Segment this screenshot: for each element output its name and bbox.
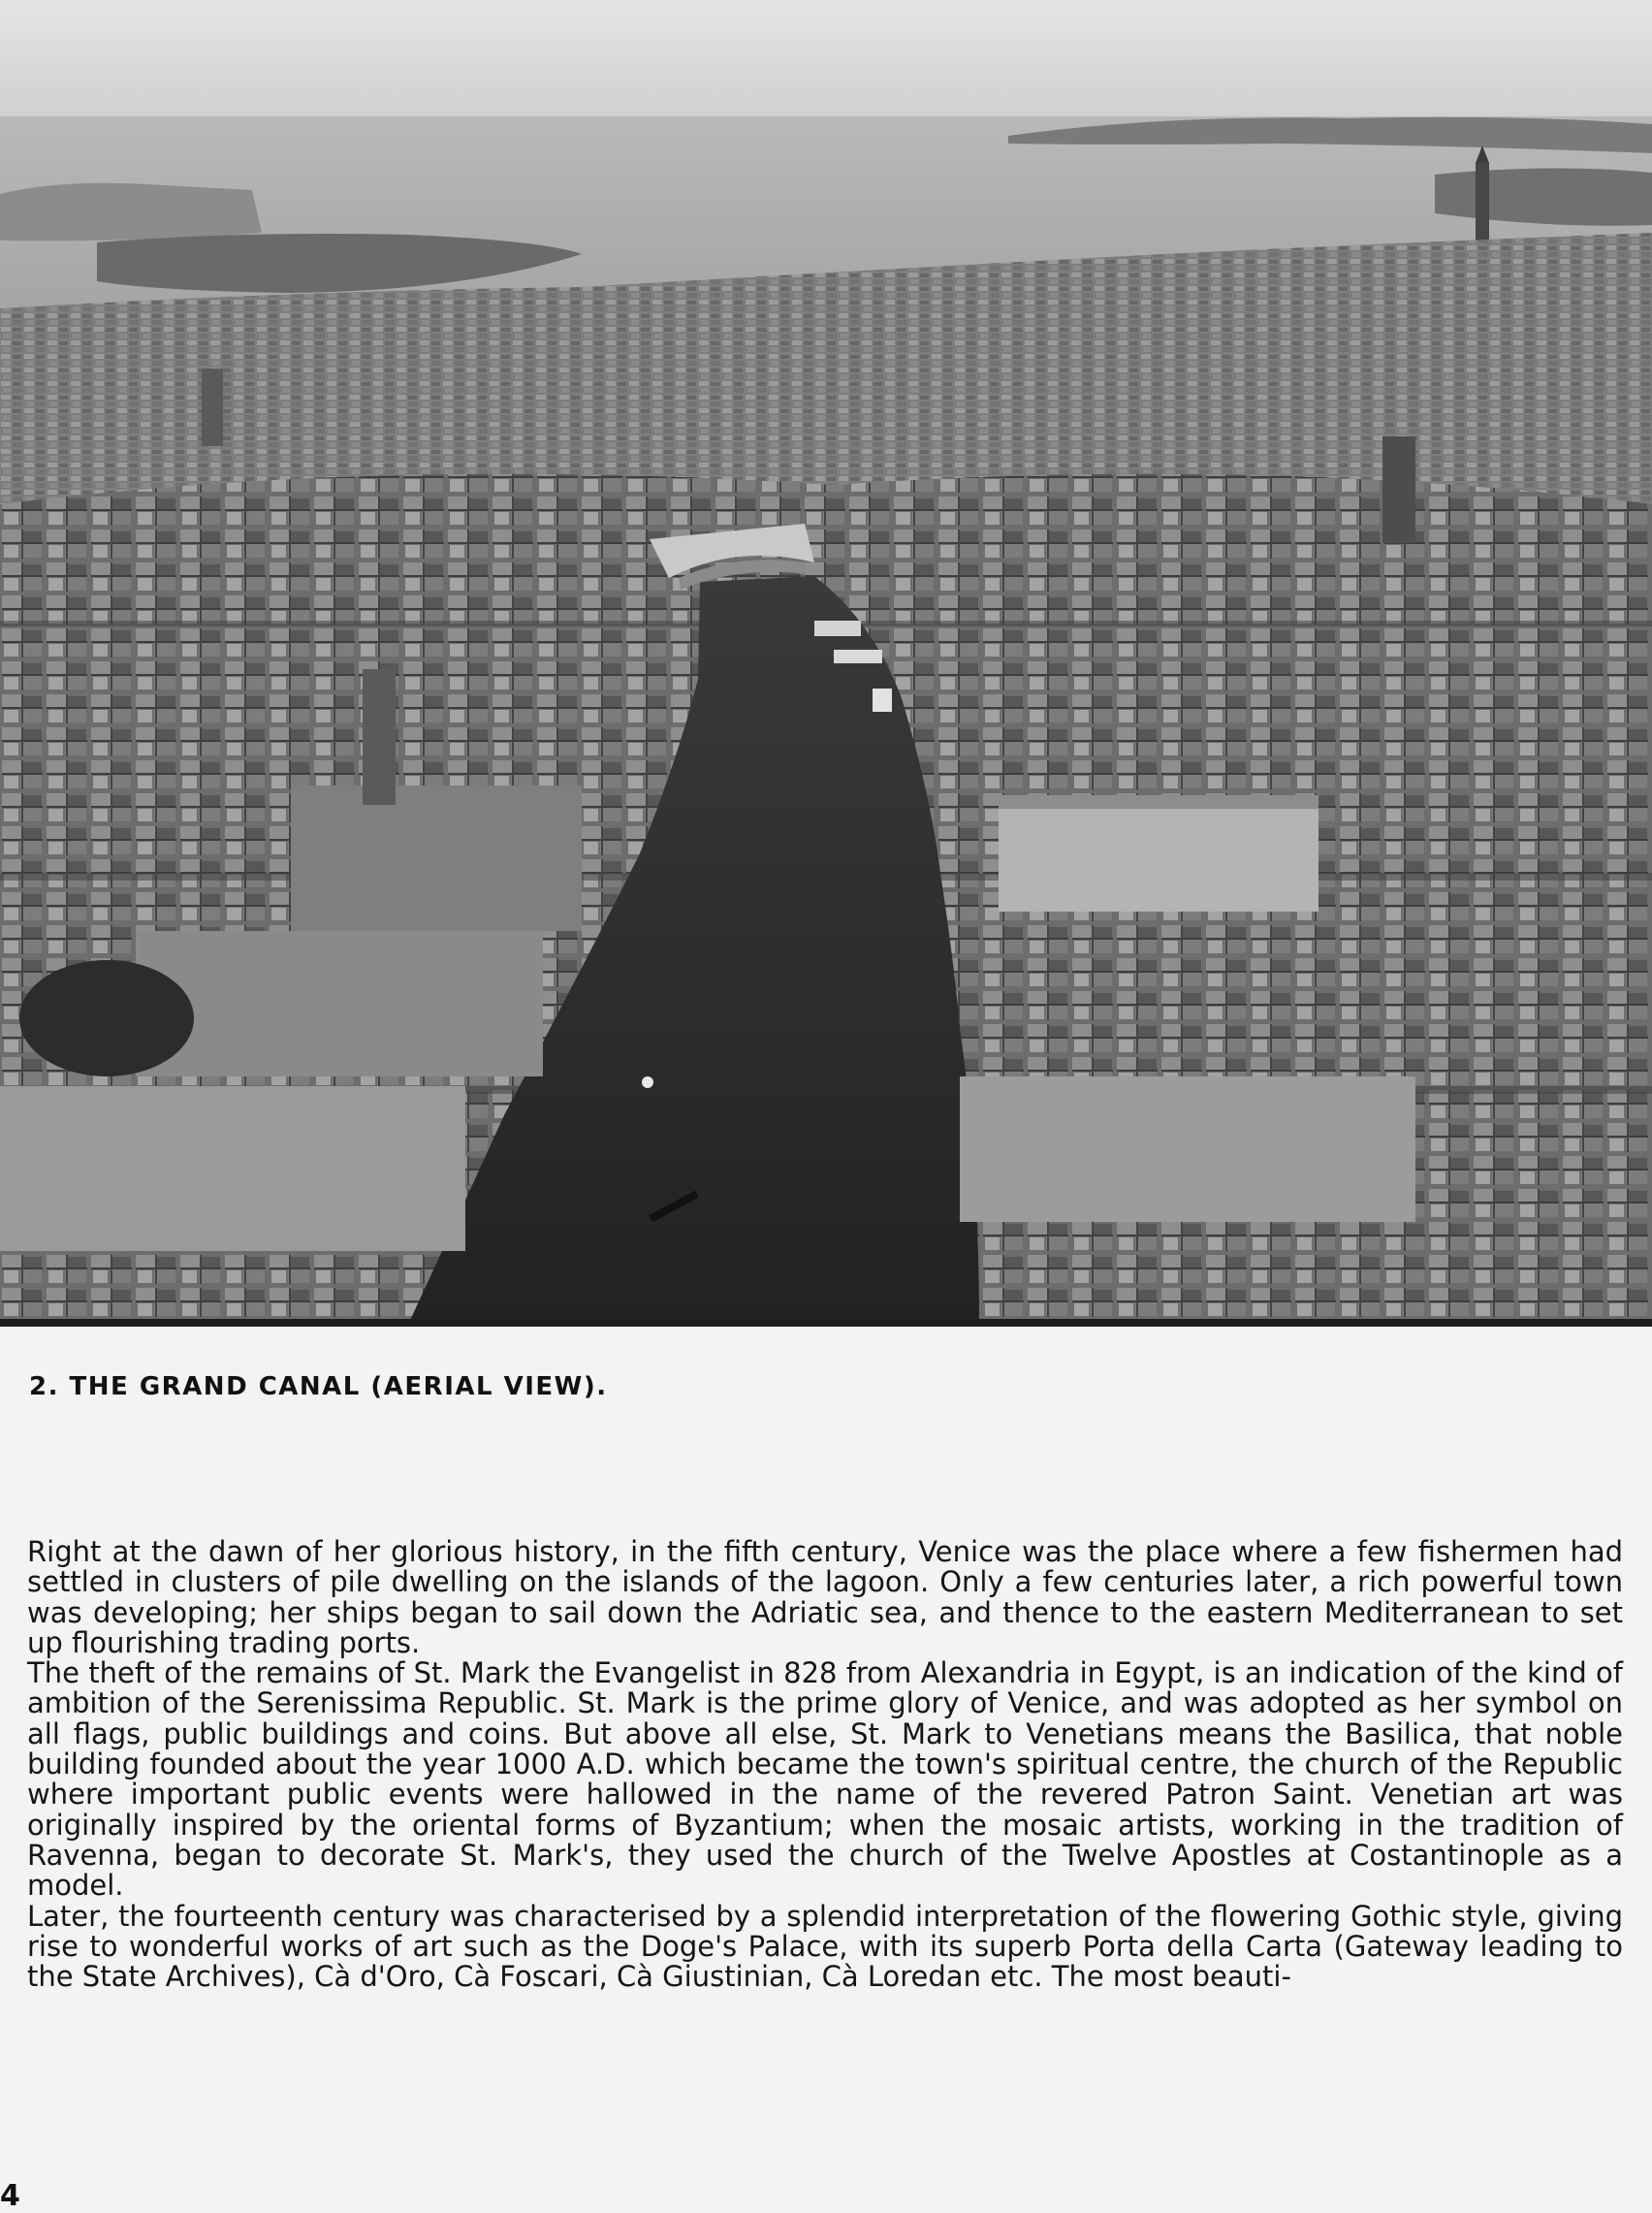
paragraph: Right at the dawn of her glorious history, in the fifth century, Venice was the place where a few fishermen had settled in clusters of pile dwelling on the islands of the lagoon. Only a few centuries later, a rich powerful town was developing; her ships began to sail down the Adriatic sea, and thence to the eastern Mediterranean to set up flourishing trading ports. — [27, 1535, 1623, 1659]
figure-caption: 2. THE GRAND CANAL (AERIAL VIEW). — [29, 1372, 608, 1401]
paragraph: The theft of the remains of St. Mark the Evangelist in 828 from Alexandria in Egypt, is an indication of the kind of ambition of the Serenissima Republic. St. Mark is the prime glory of Venice, and was adopted as her symbol on all flags, public buildings and coins. But above all else, St. Mark to Venetians means the Basilica, that noble building founded about the year 1000 A.D. which became the town's spiritual centre, the church of the Republic where important public events were hallowed in the name of the revered Patron Saint. Venetian art was originally inspired by the oriental forms of Byzantium; when the mosaic artists, working in the tradition of Ravenna, began to decorate St. Mark's, they used the church of the Twelve Apostles at Costantinople as a model. — [27, 1656, 1623, 1903]
article-body — [27, 1537, 1623, 1992]
page-number: 4 — [0, 2179, 20, 2213]
paragraph: Later, the fourteenth century was characterised by a splendid interpretation of the flowering Gothic style, giving rise to wonderful works of art such as the Doge's Palace, with its superb Porta della Carta (Gateway leading to the State Archives), Cà d'Oro, Cà Foscari, Cà Giustinian, Cà Loredan etc. The most beauti- — [27, 1899, 1623, 1994]
